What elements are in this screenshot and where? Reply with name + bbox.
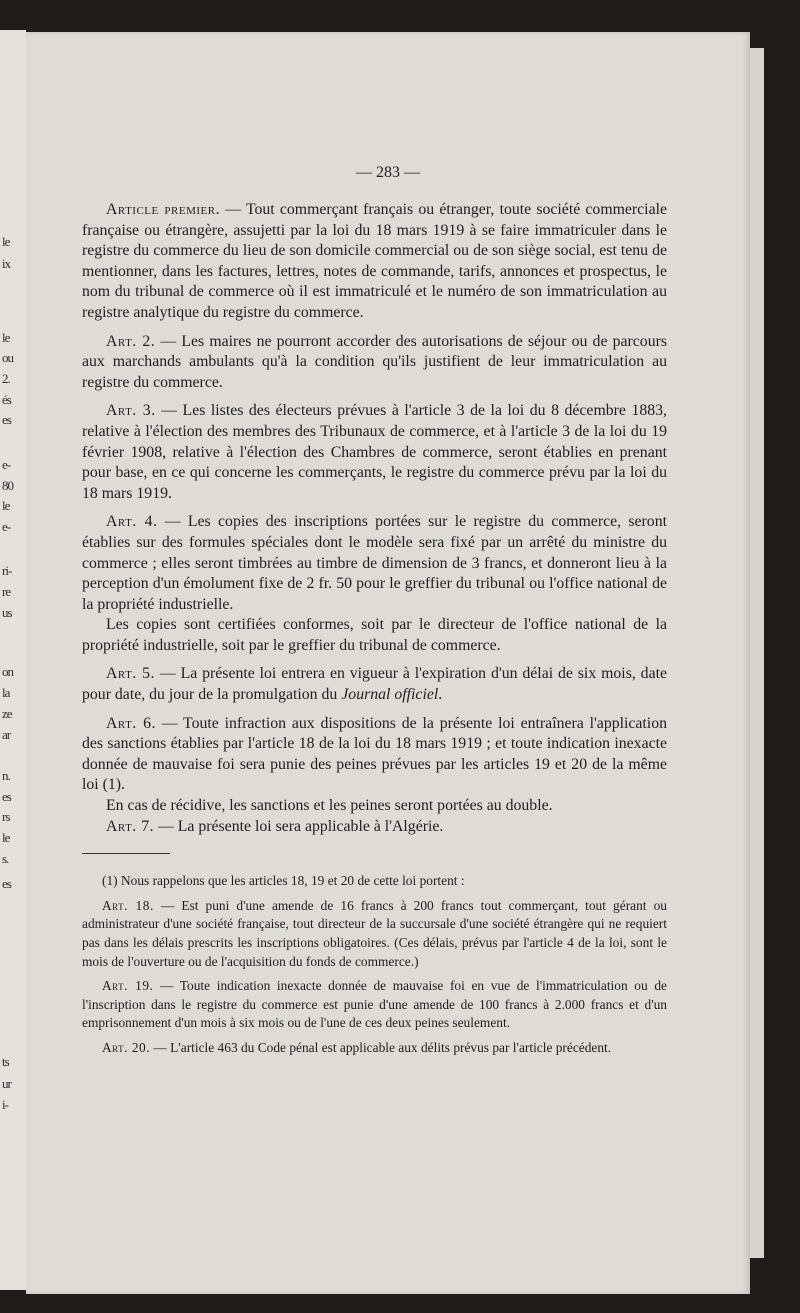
article-text: — L'article 463 du Code pénal est applicable aux délits prévus par l'article précédent. (150, 1039, 612, 1055)
article-label: Art. 6. (106, 714, 156, 732)
article-label: Art. 2. (106, 332, 156, 350)
footnote-article-19 (82, 977, 667, 1033)
margin-fragment: es (2, 876, 11, 891)
margin-fragment: le (2, 830, 10, 845)
article-text: — Est puni d'une amende de 16 francs à 200 francs tout commerçant, tout gérant ou administrateur d'une société française, tout directeur de la succursale d'une société étrangère qui ne requiert pas dans les délais prescrits les inscriptions obligatoires. (Ces délais, prévus par l'article 4 de la loi, sont le mois de l'ouverture ou de l'acquisition du fonds de commerce.) (82, 897, 667, 969)
margin-fragment: n. (2, 768, 10, 783)
article-4-continued: Les copies sont certifiées conformes, soit par le directeur de l'office national de la propriété industrielle, soit par le greffier du tribunal de commerce. (82, 616, 667, 654)
margin-fragment: és (2, 392, 11, 407)
page-stack-edge (750, 48, 764, 1258)
margin-fragment: ur (2, 1076, 11, 1091)
article-text-end: . (438, 686, 443, 704)
article-text: — Tout commerçant français ou étranger, toute société commerciale française ou étrangère, assujetti par la loi du 18 mars 1919 à se faire immatriculer dans le registre du commerce du lieu de son domicile commercial ou de son siège social, est tenu de mentionner, dans les factures, lettres, notes de commande, tarifs, annonces et prospectus, le nom du tribunal de commerce où il est immatriculé et le numéro de son immatriculation au registre analytique du registre du commerce. (82, 201, 667, 321)
article-label: Art. 20. (102, 1039, 151, 1055)
law-text (82, 200, 667, 1064)
margin-fragment: ar (2, 727, 11, 742)
margin-fragment: re (2, 584, 11, 599)
margin-fragment: 80 (2, 478, 13, 493)
margin-fragment: 2. (2, 371, 10, 386)
article-label: Art. 18. (102, 897, 154, 913)
margin-fragment: us (2, 605, 12, 620)
article-text: — Toute infraction aux dispositions de la présente loi entraînera l'application des sanctions établies par l'article 18 de la loi du 18 mars 1919 ; et toute indication inexacte donnée de mauvaise foi sera punie des peines prévues par les articles 19 et 20 de la même loi (1). (82, 714, 667, 794)
footnote-article-18 (82, 897, 667, 971)
margin-fragment: e- (2, 457, 11, 472)
margin-fragment: la (2, 685, 10, 700)
journal-title: Journal officiel (341, 686, 439, 704)
margin-fragment: ou (2, 350, 13, 365)
margin-fragment: ts (2, 1054, 9, 1069)
article-text: — La présente loi sera applicable à l'Algérie. (154, 817, 444, 835)
margin-fragment: ze (2, 706, 12, 721)
article-text: — Les listes des électeurs prévues à l'article 3 de la loi du 8 décembre 1883, relative à l'élection des membres des Tribunaux de commerce, et à l'article 3 de la loi du 19 février 1908, relative à l'élection des Chambres de commerce, seront établies en prenant pour base, en ce qui concerne les commerçants, le registre du commerce prévu par la loi du 18 mars 1919. (82, 402, 667, 502)
margin-fragment: le (2, 498, 10, 513)
facing-page-edge (0, 30, 26, 1290)
article-label: Art. 5. (106, 665, 155, 683)
page-number: — 283 — (356, 164, 420, 181)
article-6 (82, 714, 667, 796)
article-label: Article premier. (106, 201, 221, 218)
article-label: Art. 19. (102, 978, 154, 994)
article-label: Art. 4. (106, 513, 158, 531)
margin-fragment: on (2, 664, 13, 679)
footnote-intro: (1) Nous rappelons que les articles 18, 19 et 20 de cette loi portent : (102, 873, 465, 889)
article-text: — Les maires ne pourront accorder des autorisations de séjour ou de parcours aux marchands ambulants qu'à la condition qu'ils justifient de leur immatriculation au registre du commerce. (82, 332, 667, 391)
article-text: — Les copies des inscriptions portées sur le registre du commerce, seront établies sur des formules spéciales dont le modèle sera fixé par un arrêté du ministre du commerce ; elles seront timbrées au timbre de dimension de 3 francs, et donneront lieu à la perception d'un émolument fixe de 2 fr. 50 pour le greffier du tribunal ou l'office national de la propriété industrielle. (82, 513, 667, 613)
margin-fragment: ix (2, 256, 11, 271)
article-3 (82, 401, 667, 504)
margin-fragment: rs (2, 809, 10, 824)
article-label: Art. 7. (106, 817, 155, 835)
article-label: Art. 3. (106, 402, 156, 420)
margin-fragment: le (2, 330, 10, 345)
article-premier (82, 200, 667, 324)
margin-fragment: ri- (2, 563, 12, 578)
article-4 (82, 512, 667, 615)
article-2 (82, 332, 667, 394)
margin-fragment: e- (2, 519, 11, 534)
article-text: — La présente loi entrera en vigueur à l'expiration d'un délai de six mois, date pour date, du jour de la promulgation du (82, 665, 667, 704)
margin-fragment: s. (2, 851, 9, 866)
article-5 (82, 664, 667, 705)
article-text: — Toute indication inexacte donnée de mauvaise foi en vue de l'immatriculation ou de l'inscription dans le registre du commerce est punie d'une amende de 100 francs à 2.000 francs et d'un emprisonnement d'un mois à six mois ou de l'une de ces deux peines seulement. (82, 978, 667, 1031)
footnote-article-20 (82, 1039, 667, 1058)
document-page (26, 32, 750, 1294)
footnote-divider (82, 853, 170, 854)
margin-fragment: es (2, 789, 11, 804)
footnotes (82, 872, 667, 1057)
article-7 (82, 817, 667, 838)
margin-fragment: es (2, 412, 11, 427)
margin-fragment: i- (2, 1097, 8, 1112)
article-6-continued: En cas de récidive, les sanctions et les peines seront portées au double. (106, 797, 553, 815)
margin-fragment: le (2, 234, 10, 249)
